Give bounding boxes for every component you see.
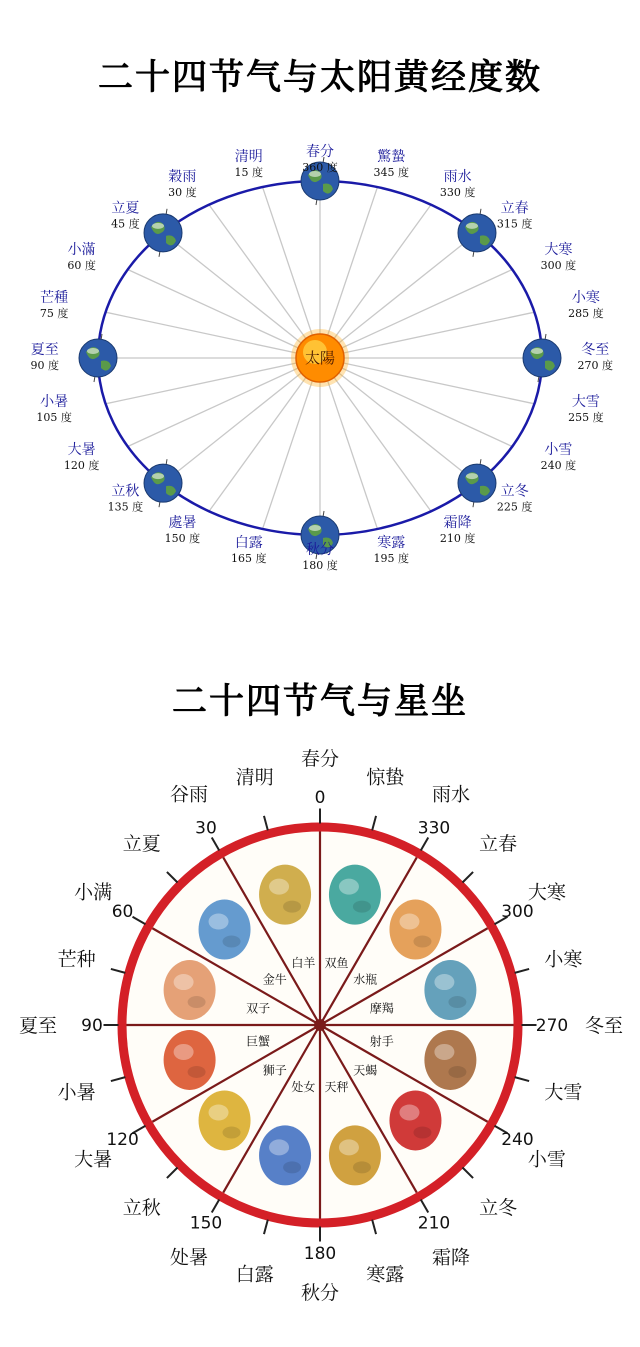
bull-icon (199, 900, 251, 960)
fig2-term-name: 大寒 (527, 881, 566, 904)
solar-term-name: 冬至 (581, 342, 610, 358)
fig2-term-name: 立春 (479, 833, 518, 856)
fig2-term-name: 春分 (300, 747, 340, 770)
fig2-term-name: 霜降 (431, 1246, 471, 1269)
crab-icon (164, 1030, 216, 1090)
fig2-term-name: 雨水 (431, 783, 471, 806)
fig2-degree-number: 180 (303, 1244, 337, 1264)
spoke-line (128, 358, 320, 447)
zodiac-name: 金牛 (262, 972, 287, 987)
solar-term-name: 小寒 (571, 290, 600, 307)
solar-term-degree: 90 度 (30, 359, 59, 372)
fig2-degree-number: 30 (195, 818, 217, 839)
fish-icon (329, 865, 381, 925)
solar-term-degree: 270 度 (577, 359, 614, 372)
solar-term-degree: 150 度 (164, 532, 201, 546)
archer-icon (424, 1030, 476, 1090)
earth-icon (458, 209, 496, 257)
solar-term-name: 驚蟄 (377, 148, 406, 165)
spoke-line (320, 358, 477, 483)
earth-icon (144, 459, 182, 507)
spoke-line (163, 233, 320, 358)
fig2-term-name: 寒露 (366, 1263, 405, 1286)
solar-term-degree: 45 度 (111, 217, 140, 231)
zodiac-name: 白羊 (291, 956, 316, 971)
fig2-term-name: 立冬 (479, 1196, 518, 1219)
solar-term-degree: 255 度 (568, 410, 604, 424)
spoke-line (320, 270, 512, 359)
zodiac-name: 天蝎 (353, 1063, 378, 1078)
fig2-term-name: 小暑 (57, 1081, 96, 1104)
solar-term-name: 白露 (234, 535, 263, 552)
fig2-degree-number: 300 (501, 902, 534, 922)
fig2-term-name: 立秋 (122, 1196, 161, 1219)
solar-term-degree: 195 度 (373, 552, 409, 566)
fig2-term-name: 秋分 (300, 1282, 340, 1305)
spoke-line (320, 358, 534, 404)
zodiac-name: 水瓶 (353, 972, 378, 987)
lion-icon (199, 1090, 251, 1150)
earth-icon (458, 459, 496, 507)
water-bearer-icon (389, 900, 441, 960)
twins-icon (164, 960, 216, 1020)
solar-term-degree: 105 度 (36, 410, 72, 424)
earth-icon (523, 334, 561, 382)
solar-term-degree: 135 度 (107, 500, 144, 514)
fig2-degree-number: 270 (535, 1016, 569, 1036)
solar-term-degree: 165 度 (231, 552, 267, 566)
fig2-degree-number: 90 (81, 1016, 103, 1036)
fig2-term-name: 芒种 (57, 948, 96, 971)
sun-label: 太陽 (304, 349, 336, 367)
fig2-degree-number: 120 (106, 1130, 139, 1150)
zodiac-name: 双子 (246, 1001, 271, 1016)
spoke-line (106, 358, 320, 404)
solar-longitude-diagram (0, 120, 640, 600)
spoke-line (320, 312, 534, 358)
fig2-term-name: 大雪 (544, 1081, 583, 1104)
fig2-term-name: 谷雨 (169, 783, 209, 806)
solar-term-name: 大寒 (544, 241, 573, 258)
solar-term-degree: 360 度 (302, 161, 338, 174)
solar-term-name: 大暑 (67, 442, 96, 459)
solar-term-name: 立春 (500, 200, 529, 217)
fig2-term-name: 立夏 (122, 833, 161, 856)
solar-term-name: 霜降 (443, 515, 472, 532)
fig2-term-name: 处暑 (169, 1246, 209, 1269)
solar-term-degree: 345 度 (373, 165, 409, 179)
zodiac-name: 双鱼 (324, 956, 349, 971)
solar-term-degree: 285 度 (568, 307, 604, 321)
scorpion-icon (389, 1090, 441, 1150)
zodiac-name: 射手 (369, 1034, 394, 1049)
solar-term-name: 雨水 (443, 168, 472, 185)
fig2-term-name: 小雪 (527, 1148, 566, 1171)
page-title-solar-longitude: 二十四节气与太阳黄经度数 (97, 58, 542, 98)
spoke-line (163, 358, 320, 483)
spoke-line (106, 312, 320, 358)
solar-term-degree: 15 度 (234, 165, 264, 179)
solar-term-name: 大雪 (571, 393, 600, 410)
fig2-degree-number: 150 (189, 1213, 223, 1234)
solar-term-name: 芒種 (40, 290, 69, 307)
solar-term-degree: 240 度 (540, 459, 577, 473)
solar-term-name: 小暑 (40, 393, 69, 410)
fig2-degree-number: 0 (314, 788, 326, 808)
fig2-degree-number: 210 (417, 1213, 451, 1234)
solar-term-name: 立冬 (500, 483, 529, 500)
solar-term-degree: 30 度 (168, 185, 197, 199)
solar-term-name: 穀雨 (168, 168, 197, 185)
fig2-degree-number: 330 (417, 818, 451, 839)
fig2-degree-number: 240 (501, 1130, 534, 1150)
scales-icon (329, 1125, 381, 1185)
zodiac-name: 巨蟹 (246, 1034, 271, 1049)
fig2-term-name: 夏至 (18, 1015, 58, 1037)
ram-icon (259, 865, 311, 925)
fig2-term-name: 清明 (235, 766, 274, 789)
fig2-term-name: 小寒 (544, 948, 583, 971)
solar-term-degree: 60 度 (67, 258, 96, 272)
solar-term-name: 清明 (234, 148, 263, 165)
solar-term-degree: 210 度 (439, 532, 476, 546)
zodiac-name: 天秤 (324, 1079, 349, 1094)
fig2-degree-number: 60 (111, 902, 134, 922)
earth-icon (144, 209, 182, 257)
solar-term-name: 處暑 (168, 515, 197, 532)
fig2-term-name: 大暑 (74, 1148, 113, 1171)
solar-term-degree: 300 度 (540, 258, 577, 272)
solar-term-degree: 225 度 (496, 500, 533, 514)
fig2-term-name: 冬至 (584, 1015, 624, 1037)
zodiac-name: 摩羯 (369, 1001, 394, 1016)
solar-term-name: 夏至 (30, 342, 59, 358)
solar-term-degree: 330 度 (439, 185, 476, 199)
solar-term-name: 小雪 (544, 442, 573, 459)
page-title-zodiac: 二十四节气与星坐 (171, 682, 468, 722)
spoke-line (320, 233, 477, 358)
solar-term-degree: 180 度 (302, 559, 338, 573)
fig2-term-name: 惊蛰 (366, 766, 405, 789)
solar-term-degree: 315 度 (496, 217, 533, 231)
spoke-line (128, 270, 320, 359)
virgin-icon (259, 1125, 311, 1185)
solar-term-degree: 120 度 (63, 459, 100, 473)
wheel-center (314, 1019, 326, 1031)
zodiac-name: 处女 (291, 1079, 316, 1094)
solar-term-degree: 75 度 (39, 307, 69, 321)
solar-term-name: 春分 (306, 144, 334, 160)
earth-icon (79, 334, 117, 382)
fig2-term-name: 白露 (235, 1263, 274, 1286)
solar-term-name: 立夏 (111, 200, 140, 217)
solar-term-name: 寒露 (377, 535, 406, 552)
seagoat-icon (424, 960, 476, 1020)
solar-term-name: 秋分 (306, 542, 334, 559)
solar-term-name: 小滿 (67, 241, 96, 258)
zodiac-sectors (122, 827, 518, 1223)
solar-term-name: 立秋 (111, 483, 140, 500)
zodiac-wheel-diagram (0, 738, 640, 1313)
zodiac-name: 狮子 (262, 1063, 287, 1078)
spoke-line (320, 358, 512, 447)
fig2-term-name: 小满 (74, 881, 113, 904)
